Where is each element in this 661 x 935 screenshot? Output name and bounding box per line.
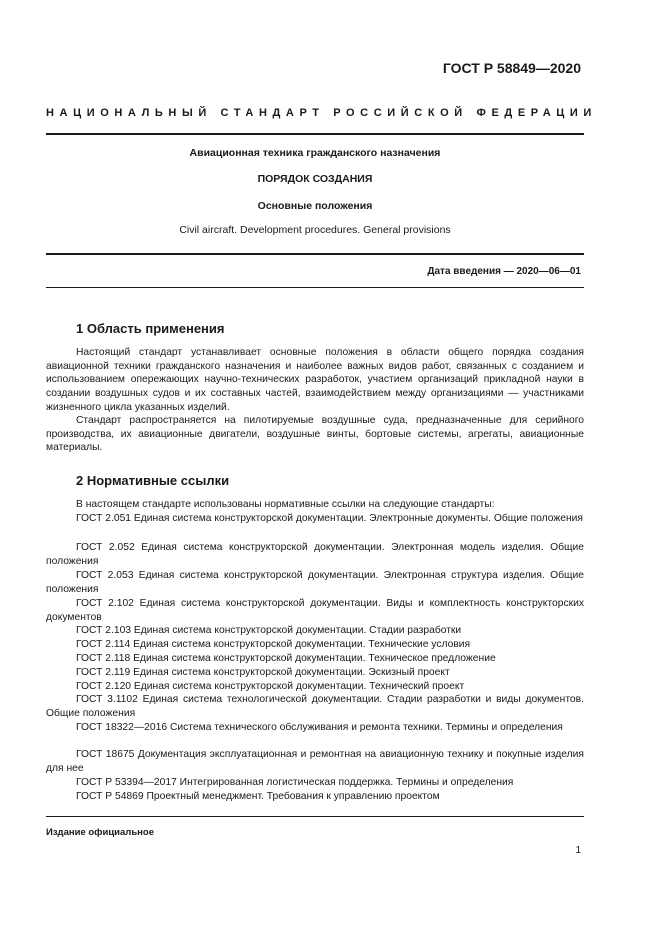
introduction-date: Дата введения — 2020—06—01 <box>427 266 581 277</box>
reference-item: ГОСТ 2.051 Единая система конструкторской документации. Электронные документы. Общие положения <box>76 513 583 524</box>
reference-item: ГОСТ 2.114 Единая система конструкторской документации. Технические условия <box>76 639 471 650</box>
reference-item: ГОСТ 2.052 Единая система конструкторской документации. Электронная модель изделия. Общие положения <box>46 542 584 567</box>
section-2-heading: 2 Нормативные ссылки <box>76 473 230 488</box>
references-intro: В настоящем стандарте использованы нормативные ссылки на следующие стандарты: <box>76 499 495 510</box>
section-1-paragraph: Настоящий стандарт устанавливает основные положения в области общего порядка создания авиационной техники гражданского назначения и наиболее важных видов работ, связанных с созданием и использованием опережающих научно-технических разработок, участием организаций прикладной науки в создании воздушных судов и их составных частей, взаимодействием между организациями — участниками жизненного цикла указанных изделий. <box>46 347 584 413</box>
header-divider <box>46 133 584 135</box>
reference-item: ГОСТ 2.118 Единая система конструкторской документации. Техническое предложение <box>76 653 496 664</box>
reference-item: ГОСТ 2.053 Единая система конструкторской документации. Электронная структура изделия. Общие положения <box>46 570 584 595</box>
title-main: ПОРЯДОК СОЗДАНИЯ <box>257 173 373 185</box>
reference-item: ГОСТ 2.102 Единая система конструкторской документации. Виды и комплектность конструкторских документов <box>46 598 584 623</box>
date-divider <box>46 287 584 288</box>
standard-banner: НАЦИОНАЛЬНЫЙ СТАНДАРТ РОССИЙСКОЙ ФЕДЕРАЦИИ <box>46 107 597 119</box>
document-code: ГОСТ Р 58849—2020 <box>442 60 581 76</box>
reference-item: ГОСТ 18675 Документация эксплуатационная и ремонтная на авиационную технику и покупные изделия для нее <box>46 749 584 774</box>
footer-divider <box>46 816 584 817</box>
reference-item: ГОСТ 2.119 Единая система конструкторской документации. Эскизный проект <box>76 667 450 678</box>
title-subject: Авиационная техника гражданского назначения <box>189 147 441 159</box>
section-1-heading: 1 Область применения <box>76 321 225 336</box>
reference-item: ГОСТ Р 54869 Проектный менеджмент. Требования к управлению проектом <box>76 791 440 802</box>
section-1-paragraph: Стандарт распространяется на пилотируемые воздушные суда, предназначенные для серийного производства, их авиационные двигатели, воздушные винты, бортовые системы, агрегаты, авиационные материалы. <box>46 415 584 454</box>
title-english: Civil aircraft. Development procedures. General provisions <box>179 224 451 236</box>
page-number: 1 <box>575 845 581 856</box>
reference-item: ГОСТ 2.103 Единая система конструкторской документации. Стадии разработки <box>76 625 462 636</box>
reference-item: ГОСТ 18322—2016 Система технического обслуживания и ремонта техники. Термины и определения <box>76 722 563 733</box>
reference-item: ГОСТ Р 53394—2017 Интегрированная логистическая поддержка. Термины и определения <box>76 777 514 788</box>
title-subtitle: Основные положения <box>257 200 373 212</box>
official-edition-label: Издание официальное <box>46 827 154 838</box>
title-divider <box>46 253 584 255</box>
reference-item: ГОСТ 2.120 Единая система конструкторской документации. Технический проект <box>76 681 465 692</box>
reference-item: ГОСТ 3.1102 Единая система технологической документации. Стадии разработки и виды документов. Общие положения <box>46 694 584 719</box>
